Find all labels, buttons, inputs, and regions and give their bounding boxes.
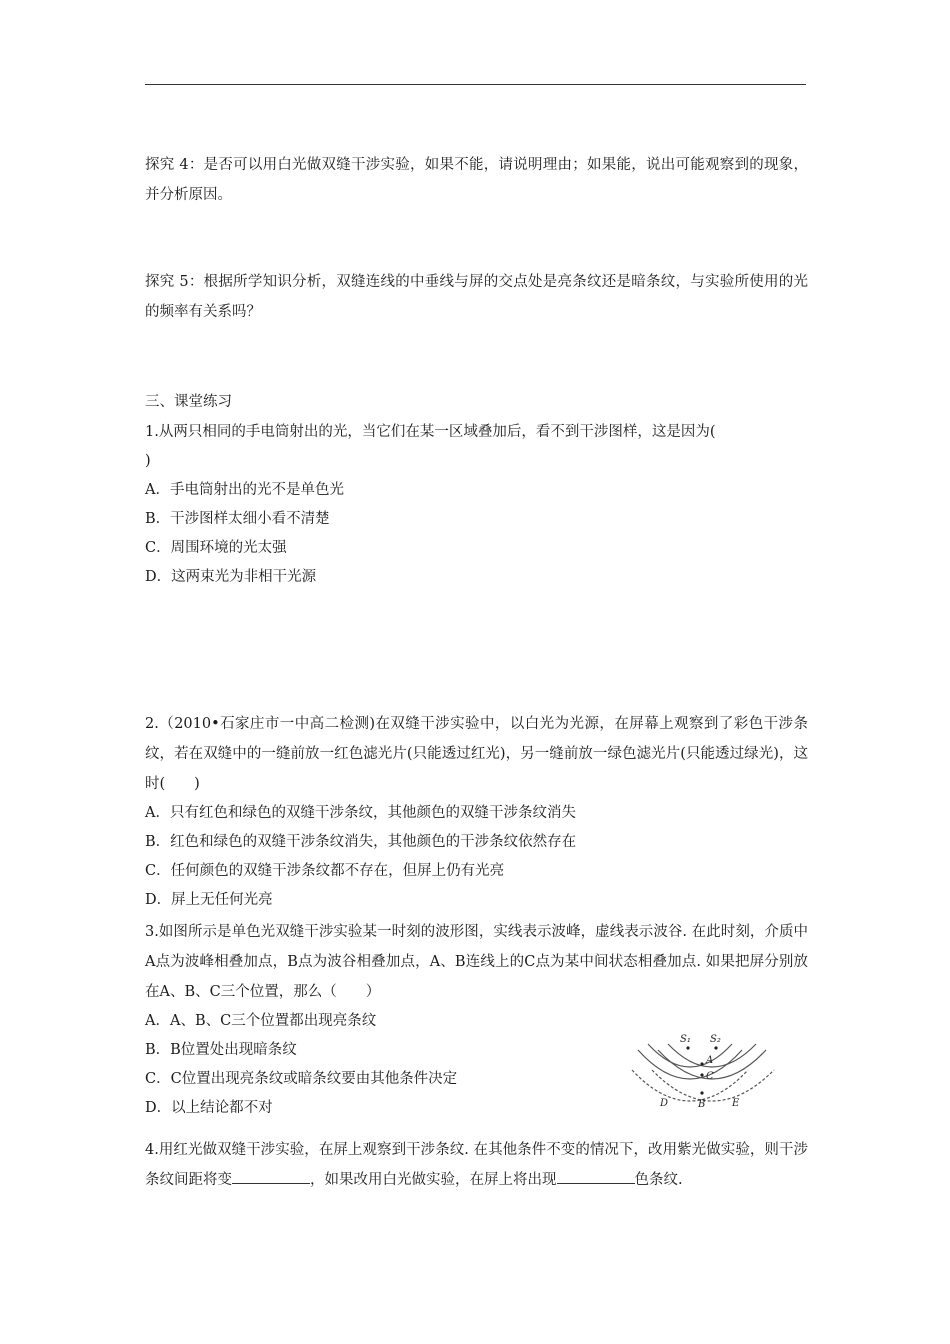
question-4-part2: ，如果改用白光做实验，在屏上将出现 [310, 1172, 557, 1188]
source-s2 [714, 1046, 717, 1049]
question-2 [145, 709, 808, 915]
question-1-option-c: C．周围环境的光太强 [145, 540, 287, 556]
question-2-option-c: C．任何颜色的双缝干涉条纹都不存在，但屏上仍有光亮 [145, 863, 505, 879]
question-1 [145, 418, 808, 592]
question-3-option-a: A．A、B、C三个位置都出现亮条纹 [145, 1013, 377, 1029]
question-3-option-c: C．C位置出现亮条纹或暗条纹要由其他条件决定 [145, 1071, 458, 1087]
point-c [700, 1073, 703, 1076]
question-1-stem-end: ) [145, 453, 151, 469]
header-rule [145, 84, 806, 85]
question-2-option-b: B．红色和绿色的双缝干涉条纹消失，其他颜色的干涉条纹依然存在 [145, 834, 577, 850]
question-3-option-b: B．B位置处出现暗条纹 [145, 1042, 297, 1058]
question-2-option-a: A．只有红色和绿色的双缝干涉条纹，其他颜色的双缝干涉条纹消失 [145, 805, 576, 821]
question-4-part3: 色条纹. [634, 1172, 683, 1188]
question-1-option-b: B．干涉图样太细小看不清楚 [145, 511, 330, 527]
point-a [700, 1062, 703, 1065]
question-1-stem: 1.从两只相同的手电筒射出的光，当它们在某一区域叠加后，看不到干涉图样，这是因为( [145, 424, 716, 440]
question-2-stem: 2.（2010•石家庄市一中高二检测)在双缝干涉实验中，以白光为光源，在屏幕上观察到了彩色干涉条纹，若在双缝中的一缝前放一红色滤光片(只能透过红光)，另一缝前放一绿色滤光片(只能透过绿光)，这时( ) [145, 716, 808, 792]
section-heading: 三、课堂练习 [145, 394, 232, 410]
label-b: B [698, 1099, 706, 1110]
explore-4: 探究 4：是否可以用白光做双缝干涉实验，如果不能，请说明理由；如果能，说出可能观察到的现象，并分析原因。 [145, 157, 808, 203]
question-3-stem: 3.如图所示是单色光双缝干涉实验某一时刻的波形图，实线表示波峰，虚线表示波谷. 在此时刻，介质中A点为波峰相叠加点，B点为波谷相叠加点，A、B连线上的C点为某中间状态相叠加点. 如果把屏分别放在A、B、C三个位置，那么（ ） [145, 924, 808, 1000]
question-4 [145, 1135, 808, 1195]
question-4-part1: 4.用红光做双缝干涉实验，在屏上观察到干涉条纹. 在其他条件不变的情况下，改用紫光做实验，则干涉条纹间距将变 [145, 1142, 808, 1188]
source-s1 [686, 1046, 689, 1049]
label-e: E [732, 1098, 740, 1109]
answer-blank-2[interactable] [557, 1169, 635, 1184]
label-d: D [660, 1098, 669, 1109]
question-3-option-d: D．以上结论都不对 [145, 1100, 273, 1116]
explore-5: 探究 5：根据所学知识分析，双缝连线的中垂线与屏的交点处是亮条纹还是暗条纹，与实验所使用的光的频率有关系吗？ [145, 274, 808, 320]
label-c: C [706, 1071, 714, 1082]
question-1-option-a: A．手电筒射出的光不是单色光 [145, 482, 344, 498]
question-1-option-d: D．这两束光为非相干光源 [145, 569, 317, 585]
label-s1: S₁ [680, 1034, 691, 1045]
point-b [700, 1091, 703, 1094]
question-2-option-d: D．屏上无任何光亮 [145, 892, 273, 908]
interference-figure [628, 1020, 778, 1120]
label-s2: S₂ [710, 1034, 721, 1045]
wavefronts-s1 [632, 1044, 748, 1101]
answer-blank-1[interactable] [232, 1169, 310, 1184]
label-a: A [706, 1055, 714, 1066]
